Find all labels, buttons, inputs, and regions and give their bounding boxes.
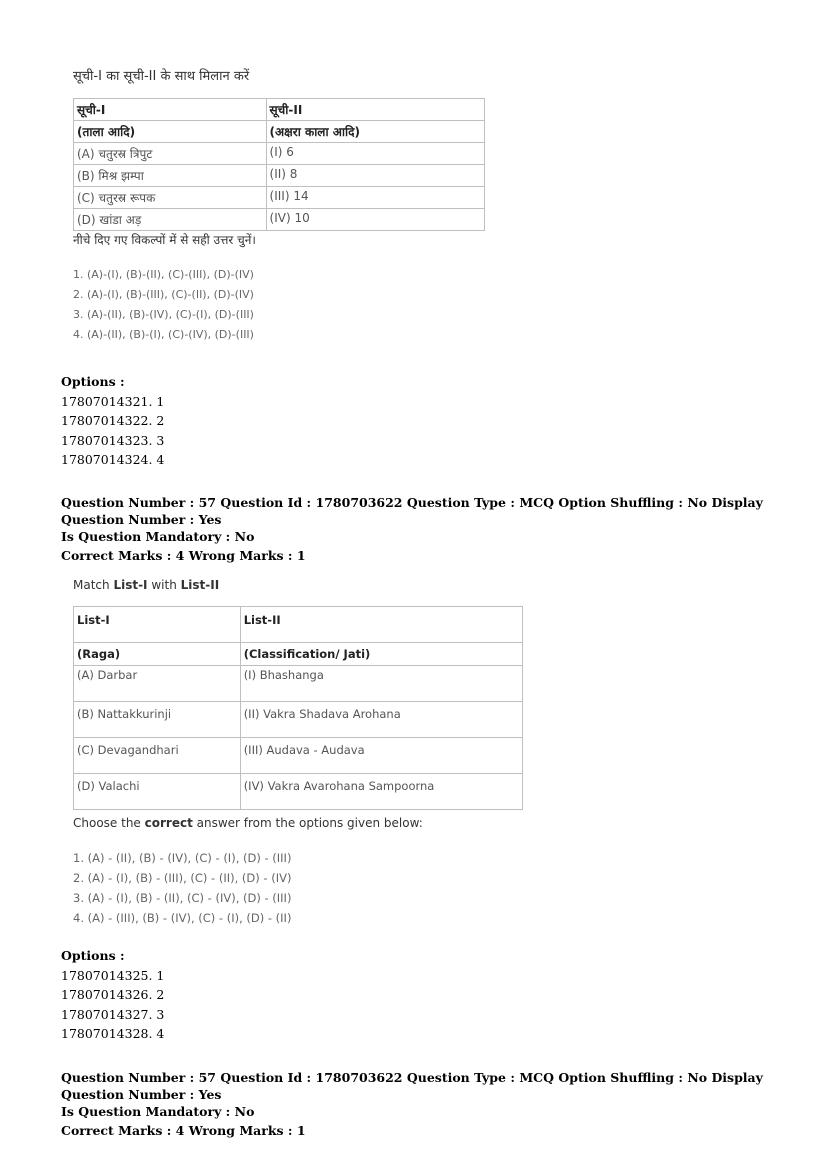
question-2-choose-text: Choose the correct answer from the options given below: (73, 816, 423, 830)
table-cell: (I) Bhashanga (240, 666, 522, 702)
option-id: 17807014321. 1 (61, 393, 165, 409)
table-cell: (III) 14 (266, 187, 484, 209)
table-row (74, 143, 485, 165)
question-2-options-list (61, 946, 164, 1044)
answer-option: 3. (A) - (I), (B) - (II), (C) - (IV), (D) - (III) (73, 891, 292, 905)
table-cell: (III) Audava - Audava (240, 738, 522, 774)
options-label: Options : (61, 948, 125, 963)
list-1-ref: List-I (113, 578, 148, 592)
table-row (74, 702, 523, 738)
table-header-cell: सूची-II (266, 99, 484, 121)
option-id: 17807014324. 4 (61, 452, 165, 467)
question-1-block (73, 66, 485, 345)
options-label: Options : (61, 374, 125, 389)
table-subheader-cell: (ताला आदि) (74, 121, 267, 143)
question-meta-block (61, 494, 801, 564)
table-header-cell: List-I (74, 607, 241, 643)
table-cell: (IV) Vakra Avarohana Sampoorna (240, 774, 522, 810)
table-row (74, 666, 523, 702)
option-id: 17807014322. 2 (61, 413, 165, 428)
table-row (74, 209, 485, 231)
table-cell: (I) 6 (266, 143, 484, 165)
table-header-cell: List-II (240, 607, 522, 643)
question-1-choose-text: नीचे दिए गए विकल्पों में से सही उत्तर चुनें। (73, 233, 256, 247)
table-header-cell: सूची-I (74, 99, 267, 121)
correct-emphasis: correct (144, 816, 193, 830)
question-1-options-list (61, 372, 164, 470)
table-cell: (A) चतुरस्र त्रिपुट (74, 143, 267, 165)
table-row (74, 738, 523, 774)
list-2-ref: List-II (180, 578, 220, 592)
marks-line: Correct Marks : 4 Wrong Marks : 1 (61, 548, 306, 563)
table-subheader-cell: (Classification/ Jati) (240, 643, 522, 666)
answer-option: 3. (A)-(II), (B)-(IV), (C)-(I), (D)-(III) (73, 308, 254, 321)
option-id: 17807014328. 4 (61, 1026, 165, 1041)
option-id: 17807014327. 3 (61, 1006, 165, 1022)
question-meta-line: Is Question Mandatory : No (61, 529, 255, 544)
question-1-instruction: सूची-I का सूची-II के साथ मिलान करें (73, 69, 250, 84)
option-id: 17807014326. 2 (61, 987, 165, 1002)
table-subheader-cell: (अक्षरा काला आदि) (266, 121, 484, 143)
answer-option: 4. (A)-(II), (B)-(I), (C)-(IV), (D)-(III) (73, 328, 254, 341)
option-id: 17807014323. 3 (61, 432, 165, 448)
table-cell: (C) Devagandhari (74, 738, 241, 774)
table-row (74, 774, 523, 810)
table-cell: (C) चतुरस्र रूपक (74, 187, 267, 209)
question-meta-line: Is Question Mandatory : No (61, 1104, 255, 1119)
answer-option: 2. (A) - (I), (B) - (III), (C) - (II), (D) - (IV) (73, 871, 292, 885)
option-id: 17807014325. 1 (61, 967, 165, 983)
answer-option: 2. (A)-(I), (B)-(III), (C)-(II), (D)-(IV) (73, 288, 254, 301)
question-2-block (73, 575, 523, 928)
answer-option: 1. (A)-(I), (B)-(II), (C)-(III), (D)-(IV) (73, 268, 254, 281)
question-1-answer-options (73, 265, 485, 345)
question-meta-line: Question Number : 57 Question Id : 1780703622 Question Type : MCQ Option Shuffling : No Display Question Number : Yes (61, 495, 763, 527)
table-cell: (D) खांडा अड़ (74, 209, 267, 231)
question-2-instruction: Match List-I with List-II (73, 578, 220, 592)
table-cell: (II) 8 (266, 165, 484, 187)
table-cell: (IV) 10 (266, 209, 484, 231)
answer-option: 1. (A) - (II), (B) - (IV), (C) - (I), (D) - (III) (73, 851, 292, 865)
question-meta-block (61, 1069, 801, 1139)
table-cell: (B) मिश्र झम्पा (74, 165, 267, 187)
table-subheader-cell: (Raga) (74, 643, 241, 666)
table-row (74, 165, 485, 187)
table-row (74, 187, 485, 209)
marks-line: Correct Marks : 4 Wrong Marks : 1 (61, 1123, 306, 1138)
table-cell: (D) Valachi (74, 774, 241, 810)
table-cell: (A) Darbar (74, 666, 241, 702)
question-2-answer-options (73, 848, 523, 928)
question-2-match-table (73, 606, 523, 810)
answer-option: 4. (A) - (III), (B) - (IV), (C) - (I), (D) - (II) (73, 911, 292, 925)
table-cell: (B) Nattakkurinji (74, 702, 241, 738)
question-1-match-table (73, 98, 485, 231)
table-cell: (II) Vakra Shadava Arohana (240, 702, 522, 738)
question-meta-line: Question Number : 57 Question Id : 1780703622 Question Type : MCQ Option Shuffling : No Display Question Number : Yes (61, 1070, 763, 1102)
